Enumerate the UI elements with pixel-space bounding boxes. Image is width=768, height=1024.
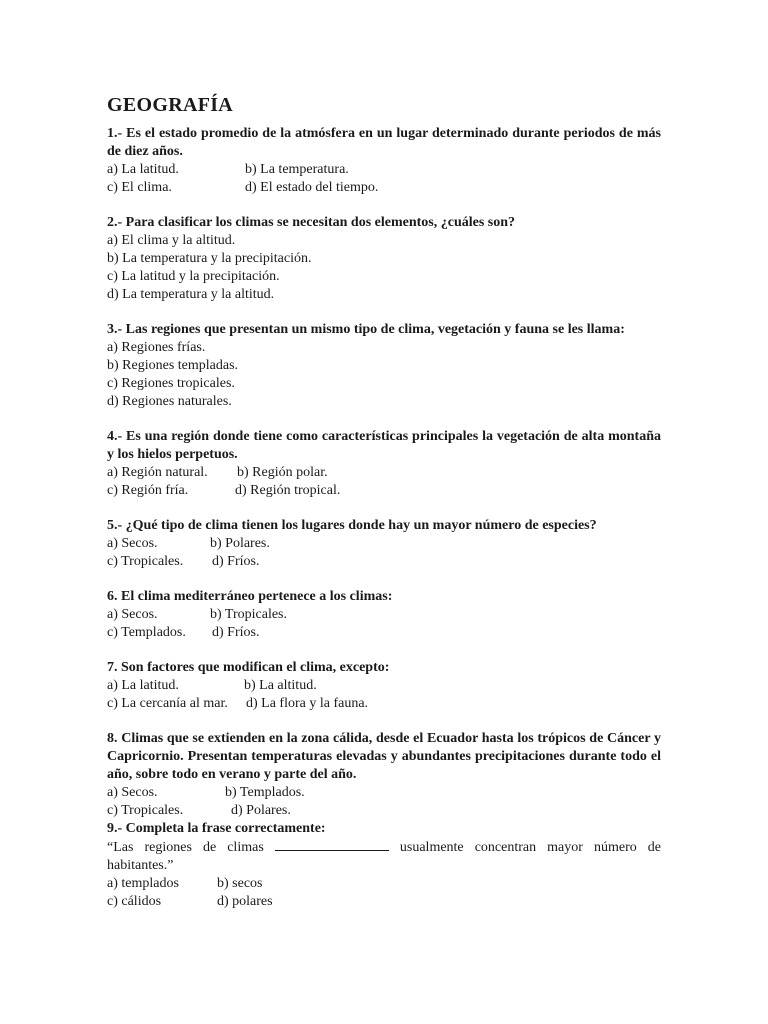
question-3 [107,321,661,411]
option-row [107,535,661,553]
option-b: b) secos [217,876,263,891]
option-b: b) Templados. [225,785,305,800]
option-a: a) La latitud. [107,678,179,693]
option-b: b) Región polar. [237,465,328,480]
option-d: d) Polares. [231,803,291,818]
option-c: c) La cercanía al mar. [107,696,228,711]
option-d: d) La temperatura y la altitud. [107,287,275,302]
page-title: GEOGRAFÍA [107,94,234,116]
option-row [107,553,661,571]
fill-after-text: usualmente concentran mayor número de habitantes.” [107,840,662,873]
option-d: d) Fríos. [212,554,260,569]
option-d: d) polares [217,894,273,909]
option-row [107,179,661,197]
fill-before-text: “Las regiones de climas [107,840,264,855]
question-4 [107,428,661,500]
question-7 [107,659,661,713]
option-row [107,875,661,893]
option-row [107,695,661,713]
option-b: b) Tropicales. [210,607,287,622]
fill-blank [275,838,389,851]
fill-in-sentence [107,838,661,875]
question-text: 8. Climas que se extienden en la zona cálida, desde el Ecuador hasta los trópicos de Cáncer y Capricornio. Presentan temperaturas elevadas y abundantes precipitaciones durante todo el año, sobre todo en verano y parte del año. [107,731,661,782]
question-text: 4.- Es una región donde tiene como características principales la vegetación de alta montaña y los hielos perpetuos. [107,429,661,462]
option-c: c) cálidos [107,894,162,909]
question-text: 6. El clima mediterráneo pertenece a los climas: [107,589,393,604]
option-c: c) Templados. [107,625,186,640]
option-d: d) Región tropical. [235,483,341,498]
worksheet-page [107,92,661,911]
option-d: d) La flora y la fauna. [246,696,369,711]
option-row [107,464,661,482]
option-a: a) La latitud. [107,162,179,177]
question-2 [107,214,661,304]
question-text: 7. Son factores que modifican el clima, excepto: [107,660,390,675]
question-text: 5.- ¿Qué tipo de clima tienen los lugares donde hay un mayor número de especies? [107,518,597,533]
option-row [107,784,661,802]
question-text: 1.- Es el estado promedio de la atmósfera en un lugar determinado durante periodos de más de diez años. [107,126,661,159]
option-row [107,161,661,179]
question-5 [107,517,661,571]
option-b: b) La temperatura. [245,162,349,177]
option-c: c) Regiones tropicales. [107,376,235,391]
option-a: a) Secos. [107,607,158,622]
question-9 [107,820,661,911]
option-row [107,606,661,624]
option-b: b) Regiones templadas. [107,358,239,373]
option-c: c) La latitud y la precipitación. [107,269,280,284]
option-c: c) Región fría. [107,483,189,498]
option-b: b) La temperatura y la precipitación. [107,251,312,266]
option-row [107,893,661,911]
option-row [107,624,661,642]
question-text: 3.- Las regiones que presentan un mismo tipo de clima, vegetación y fauna se les llama: [107,322,625,337]
option-c: c) Tropicales. [107,554,184,569]
question-1 [107,125,661,197]
option-a: a) Secos. [107,785,158,800]
option-a: a) Secos. [107,536,158,551]
option-a: a) Regiones frías. [107,340,206,355]
option-b: b) Polares. [210,536,270,551]
question-text: 9.- Completa la frase correctamente: [107,821,326,836]
question-8 [107,730,661,820]
option-c: c) Tropicales. [107,803,184,818]
option-row [107,482,661,500]
option-a: a) templados [107,876,179,891]
question-6 [107,588,661,642]
option-row [107,677,661,695]
option-d: d) Regiones naturales. [107,394,232,409]
option-b: b) La altitud. [244,678,317,693]
option-row [107,802,661,820]
option-d: d) Fríos. [212,625,260,640]
question-text: 2.- Para clasificar los climas se necesitan dos elementos, ¿cuáles son? [107,215,516,230]
option-d: d) El estado del tiempo. [245,180,379,195]
option-a: a) Región natural. [107,465,208,480]
option-c: c) El clima. [107,180,172,195]
option-a: a) El clima y la altitud. [107,233,236,248]
